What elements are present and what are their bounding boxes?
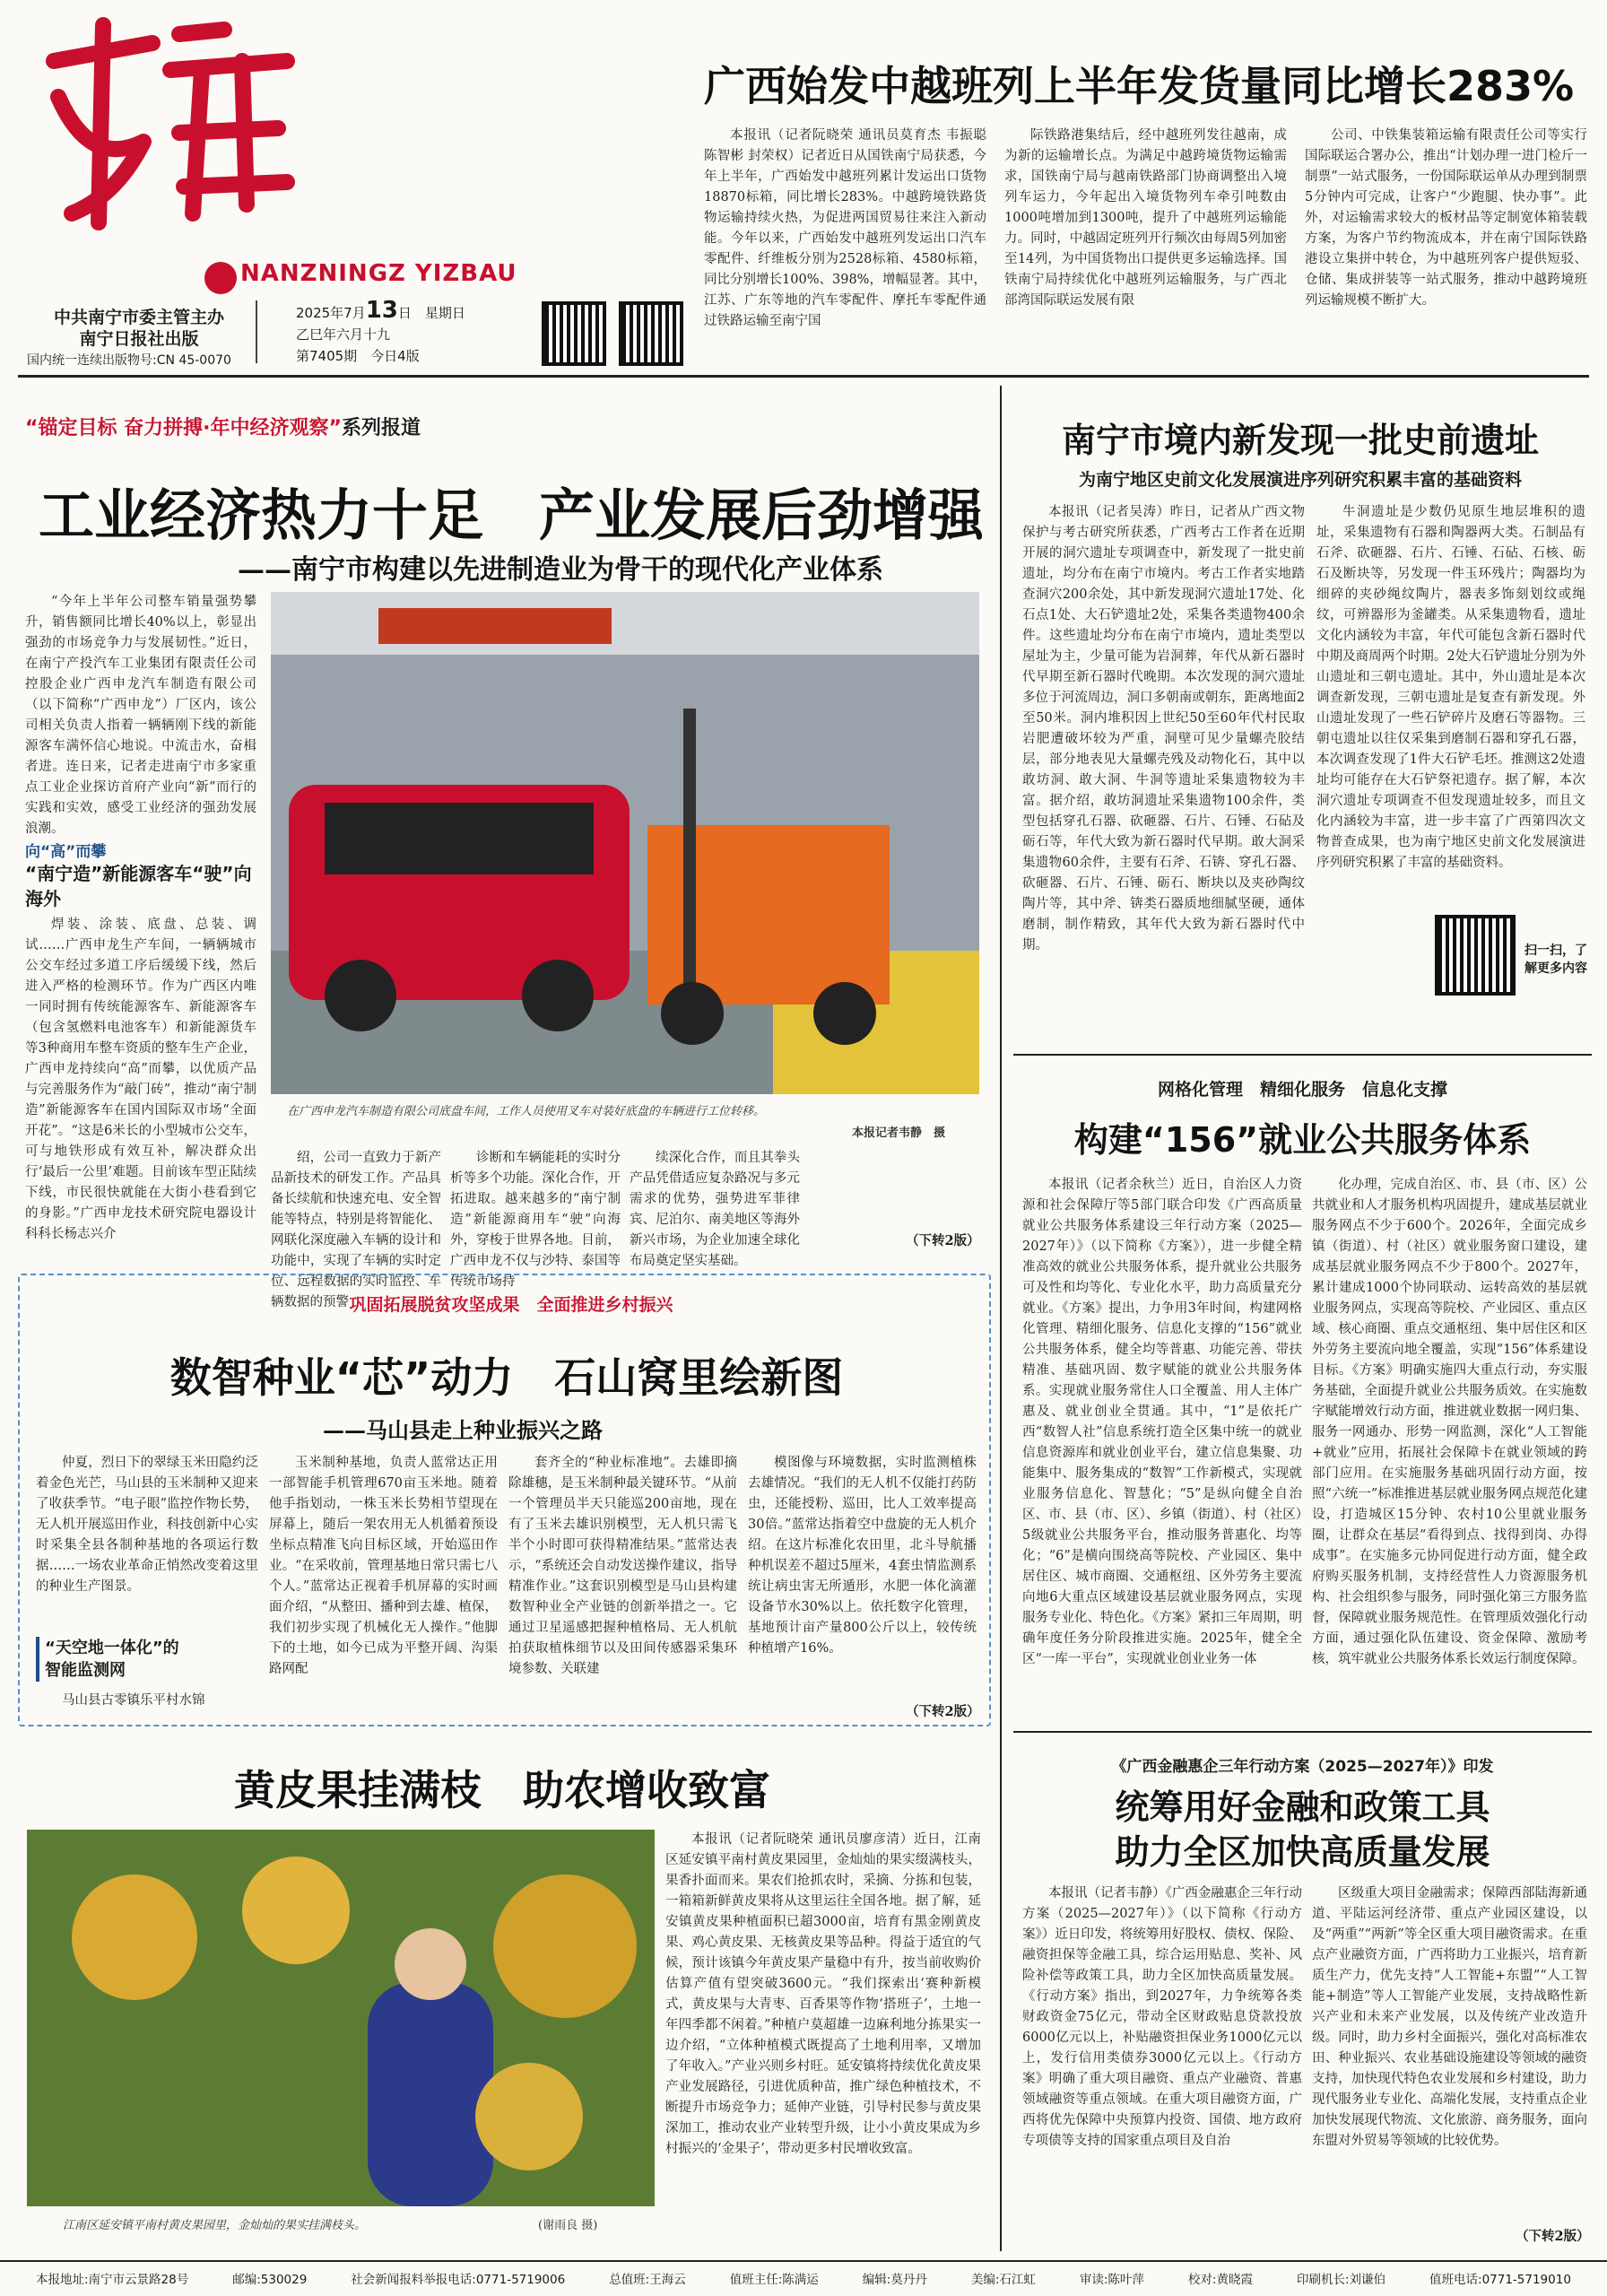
newspaper-logo — [36, 7, 305, 249]
jump-link[interactable]: （下转2版） — [906, 1233, 980, 1248]
series-tag — [25, 413, 421, 440]
section-title: “天空地一体化”的 — [45, 1639, 179, 1657]
rural-subheadline: ——马山县走上种业振兴之路 — [323, 1417, 603, 1443]
page-footer — [0, 2260, 1607, 2296]
series-label: “锚定目标 奋力拼搏·年中经济观察” — [25, 417, 342, 439]
finance-headline[interactable] — [1013, 1785, 1592, 1874]
lead-column: 绍，公司一直致力于新产品新技术的研发工作。产品具备长续航和快速充电、安全智能等特点，特别是将智能化、网联化深度融入车辆的设计和功能中，实现了车辆的实时定位、远程数据的实时监控、车辆数据的预警 — [271, 1151, 441, 1309]
divider — [256, 300, 257, 363]
footer-postcode: 邮编:530029 — [232, 2273, 308, 2287]
photo-caption: 江南区延安镇平南村黄皮果园里，金灿灿的果实挂满枝头。 — [63, 2219, 367, 2232]
footer-proof: 校对:黄晓霞 — [1187, 2273, 1253, 2287]
publisher-info — [27, 307, 251, 371]
jobs-headline[interactable]: 构建“156”就业公共服务体系 — [1073, 1120, 1532, 1160]
footer-editor: 编辑:莫丹丹 — [862, 2273, 927, 2287]
publication-number: 国内统一连续出版物号:CN 45-0070 — [27, 353, 231, 368]
lead-column: “今年上半年公司整车销量强势攀升，销售额同比增长40%以上，彰显出强劲的市场竞争力与发展韧性。”近日，在南宁产投汽车工业集团有限责任公司控股企业广西申龙汽车制造有限公司（以下简称“广西申龙”）厂区内，该公司相关负责人指着一辆辆刚下线的新能源客车满怀信心地说。中流击水，奋楫者进。连日来，记者走进南宁市多家重点工业企业探访首府产业向“新”而行的实践和实效，感受工业经济的强劲发展浪潮。 — [25, 595, 256, 836]
logo-mark-icon — [204, 262, 237, 294]
lead-column: 焊装、涂装、底盘、总装、调试……广西申龙生产车间，一辆辆城市公交车经过多道工序后缓缓下线，然后进入严格的检测环节。作为广西区内唯一同时拥有传统能源客车、新能源客车（包含氢燃料电池客车）和新能源货车等3种商用车整车资质的整车生产企业，广西申龙持续向“高”而攀，以优质产品与完善服务作为“敲门砖”，推动“南宁制造”新能源客车在国内国际双市场“全面开花”。“这是6米长的小型城市公交车，可与地铁形成有效互补，解决群众出行‘最后一公里’难题。目前该车型正陆续下线，市民很快就能在大街小巷看到它的身影。”广西申龙技术研究院电器设计科科长杨志兴介 — [25, 918, 256, 1241]
lead-column: 续深化合作，而且其拳头产品凭借适应复杂路况与多元需求的优势，强势进军菲律宾、尼泊尔、南美地区等海外新兴市场，为企业加速全球化布局奠定坚实基础。 — [630, 1151, 800, 1268]
sites-column: 牛洞遗址是少数仍见原生地层堆积的遗址，采集遗物有石器和陶器两大类。石制品有石斧、砍砸器、石片、石锤、石砧、石核、砺石及断块等，另发现一件玉环残片；陶器均为细碎的夹砂绳纹陶片，器表多饰刻划纹或绳纹，可辨器形为釜罐类。从采集遗物看，遗址文化内涵较为丰富，年代可能包含新石器时代中期及商周两个时期。2处大石铲遗址分别为外山遗址和三朝屯遗址。其中，外山遗址是本次调查新发现，三朝屯遗址是复查有新发现。外山遗址发现了一些石铲碎片及磨石等器物。三朝屯遗址以往仅采集到磨制石器和穿孔石器，本次调查发现了1件大石铲毛坯。推测这2处遗址均可能存在大石铲祭祀遗存。据了解，本次洞穴遗址专项调查不但发现遗址较多，而且文化内涵较为丰富，进一步丰富了广西第四次文物普查成果，也为南宁地区史前文化发展演进序列研究积累了丰富的基础资料。 — [1316, 505, 1585, 870]
finance-kicker: 《广西金融惠企三年行动方案（2025—2027年）》印发 — [1111, 1758, 1494, 1776]
rural-column: 模图像与环境数据，实时监测植株去雄情况。“我们的无人机不仅能打药防虫，还能授粉、巡田，比人工效率提高30倍。”蓝常达指着空中盘旋的无人机介绍。在这片标准化农田里，北斗导航播种机误差不超过5厘米，4套虫情监测系统让病虫害无所遁形，水肥一体化滴灌设备节水30%以上。依托数字化管理，基地预计亩产量800公斤以上，较传统种植增产16%。 — [748, 1456, 977, 1656]
jobs-column: 本报讯（记者余秋兰）近日，自治区人力资源和社会保障厅等5部门联合印发《广西高质量就业公共服务体系建设三年行动方案（2025—2027年）》（以下简称《方案》），进一步健全精准高效的就业公共服务体系，提升就业公共服务可及性和均等化、专业化水平，助力高质量充分就业。《方案》提出，力争用3年时间，构建网格化管理、精细化服务、信息化支撑的“156”就业公共服务体系，健全均等普惠、功能完善、带扶精准、基础巩固、数字赋能的就业公共服务体系。实现就业服务常住人口全覆盖、用人主体广惠及、就业创业全贯通。其中，“1”是依托广西“数智人社”信息系统打造全区集中统一的就业信息资源库和就业创业平台，建立信息集聚、功能集中、服务集成的“数智”工作新模式，实现就业服务信息化、智慧化；“5”是纵向健全自治区、市、县（市、区）、乡镇（街道）、村（社区）5级就业公共服务平台，推动服务普惠化、均等化；“6”是横向围绕高等院校、产业园区、集中居住区、城市商圈、交通枢纽、区外劳务主要流向地6大重点区域建设基层就业服务网点，实现服务专业化、特色化。《方案》紧扣三年周期，明确年度任务分阶段推进实施。2025年，健全全区“一库一平台”，实现就业创业业务一体 — [1022, 1178, 1302, 1666]
rural-column: 马山县古零镇乐平村水锦 — [62, 1693, 205, 1708]
qr-code-icon[interactable] — [1435, 915, 1516, 996]
finance-column: 本报讯（记者韦静）《广西金融惠企三年行动方案（2025—2027年）》（以下简称《行动方案》）近日印发，将统筹用好股权、债权、保险、融资担保等金融工具，综合运用贴息、奖补、风险补偿等政策工具，助力全区加快高质量发展。《行动方案》指出，到2027年，力争统筹各类财政资金75亿元，带动全区财政贴息贷款投放6000亿元以上，补贴融资担保业务1000亿元以上，发行信用类债券3000亿元以上。《行动方案》明确了重大项目融资、重点产业融资、普惠领域融资等重点领域。在重大项目融资方面，广西将优先保障中央预算内投资、国债、地方政府专项债等支持的国家重点项目及自治 — [1022, 1886, 1302, 2148]
date-day: 13 — [365, 297, 398, 324]
divider — [1000, 386, 1002, 2251]
topline-column: 公司、中铁集装箱运输有限责任公司等实行国际联运合署办公，推出“计划办理一进门检斤一制票”一站式服务，一份国际联运单从办理到制票5分钟内可完成，让客户“少跑腿、快办事”。此外，对运输需求较大的板材品等定制宽体箱装载方案，为客户节约物流成本，并在南宁国际铁路港设立集拼中转仓，为中越班列客户提供短驳、仓储、集成拼装等一站式服务，推动中越跨境班列运输规模不断扩大。 — [1305, 128, 1587, 308]
rural-banner: 巩固拓展脱贫攻坚成果 全面推进乡村振兴 — [349, 1295, 673, 1315]
rural-column: 玉米制种基地，负责人蓝常达正用一部智能手机管理670亩玉米地。随着他手指划动，一株玉米长势相节望现在屏幕上，随后一架农用无人机循着预设坐标点精准飞向目标区域，开始巡田作业。“在采收前，管理基地日常只需七八个人。”蓝常达正视着手机屏幕的实时画面介绍，“从整田、播种到去雄、植保，我们初步实现了机械化无人操作。”他脚下的土地，如今已成为平整开阔、沟渠路网配 — [269, 1456, 498, 1676]
top-headline[interactable]: 广西始发中越班列上半年发货量同比增长283% — [704, 62, 1575, 110]
issue-number: 第7405期 今日4版 — [296, 348, 420, 364]
jobs-column: 化办理，完成自治区、市、县（市、区）公共就业和人才服务机构巩固提升，建成基层就业服务网点不少于600个。2026年，全面完成乡镇（街道）、村（社区）就业服务窗口建设，建成基层就业服务网点不少于800个。2027年，累计建成1000个协同联动、运转高效的基层就业服务网点，实现高等院校、产业园区、重点区域、核心商圈、重点交通枢纽、集中居住区和区外劳务主要流向地全覆盖，实现“156”体系建设目标。《方案》明确实施四大重点行动，夯实服务基础，全面提升就业公共服务质效。在实施数字赋能增效行动方面，推进就业数据一网归集、服务一网通办、形势一网监测，深化“人工智能+就业”应用，拓展社会保障卡在就业领域的跨部门应用。在实施服务基础巩固行动方面，按照“六统一”标准推进基层就业服务网点规范化建设，打造城区15分钟、农村10公里就业服务圈，让群众在基层“看得到点、找得到岗、办得成事”。在实施多元协同促进行动方面，健全政府购买服务机制，支持经营性人力资源服务机构、社会组织参与服务，同时强化第三方服务监督，保障就业服务规范性。在管理质效强化行动方面，通过强化队伍建设、资金保障、激励考核，筑牢就业公共服务体系长效运行制度保障。 — [1312, 1178, 1587, 1666]
finance-headline-line: 统筹用好金融和政策工具 — [1115, 1787, 1490, 1827]
qr-code-icon[interactable] — [619, 301, 683, 366]
bus-factory-illustration — [271, 592, 979, 1094]
issue-date — [296, 297, 465, 367]
divider — [1013, 1054, 1592, 1056]
fruit-photo — [27, 1830, 655, 2206]
finance-column: 区级重大项目金融需求；保障西部陆海新通道、平陆运河经济带、重点产业园区建设，以及“两重”“两新”等全区重大项目融资需求。在重点产业融资方面，广西将助力工业振兴，培育新质生产力，优先支持“人工智能+东盟”“人工智能+制造”等人工智能产业发展，支持战略性新兴产业和未来产业发展，以及传统产业改造升级。同时，助力乡村全面振兴，强化对高标准农田、种业振兴、农业基础设施建设等领域的融资支持，加快现代特色农业发展和乡村建设，助力现代服务业专业化、高端化发展，支持重点企业加快发展现代物流、文化旅游、商务服务，面向东盟对外贸易等领域的比较优势。 — [1312, 1886, 1587, 2148]
fruit-column: 本报讯（记者阮晓荣 通讯员廖彦清）近日，江南区延安镇平南村黄皮果园里，金灿灿的果实缀满枝头，果香扑面而来。果农们抢抓农时，采摘、分拣和包装，一箱箱新鲜黄皮果将从这里运往全国各地。据了解，延安镇黄皮果种植面积已超3000亩，培育有黑金刚黄皮果、鸡心黄皮果、无核黄皮果等品种。得益于适宜的气候，预计该镇今年黄皮果产量稳中有升，按当前收购价估算产值有望突破3600元。“我们探索出‘赛种新模式，黄皮果与大青枣、百香果等作物‘搭班子’，土地一年四季都不闲着。”种植户莫超雄一边麻利地分拣果实一边介绍，“立体种植模式既提高了土地利用率，又增加了年收入。”产业兴则乡村旺。延安镇将持续优化黄皮果产业发展路径，引进优质种苗，推广绿色种植技术，不断提升市场竞争力；延伸产业链，引导村民参与黄皮果深加工，推动农业产业转型升级，让小小黄皮果成为乡村振兴的‘金果子’，带动更多村民增收致富。 — [665, 1832, 981, 2156]
sites-subheadline: 为南宁地区史前文化发展演进序列研究积累丰富的基础资料 — [1078, 470, 1522, 490]
sites-headline[interactable]: 南宁市境内新发现一批史前遗址 — [1061, 420, 1539, 460]
qr-code-icon[interactable] — [542, 301, 606, 366]
jump-link[interactable]: （下转2版） — [1516, 2229, 1590, 2244]
footer-chief: 总值班:王海云 — [609, 2273, 686, 2287]
date-suffix: 日 星期日 — [397, 305, 465, 321]
photo-credit: 本报记者韦静 摄 — [852, 1126, 946, 1140]
rural-headline[interactable]: 数智种业“芯”动力 石山窝里绘新图 — [169, 1353, 844, 1402]
sites-column: 本报讯（记者吴涛）昨日，记者从广西文物保护与考古研究所获悉，广西考古工作者在近期开展的洞穴遗址专项调查中，新发现了一批史前遗址，均分布在南宁市境内。考古工作者实地踏查洞穴200余处，其中新发现洞穴遗址17处、化石点1处、大石铲遗址2处，采集各类遗物400余件。这些遗址均分布在南宁市境内，遗址类型以屋址为主，少量可能为岩洞葬，年代从新石器时代早期至新石器时代晚期。本次发现的洞穴遗址多位于河流周边，洞口多朝南或朝东，距离地面2至50米。洞内堆积因上世纪50至60年代村民取岩肥遭破坏较为严重，洞壁可见少量螺壳胶结层，部分地表见大量螺壳残及动物化石，其中以敢坊洞、敢大洞、牛洞等遗址采集遗物较为丰富。据介绍，敢坊洞遗址采集遗物100余件，类型包括穿孔石器、砍砸器、石片、石锤、石砧及砺石等，年代大致为新石器时代早期。敢大洞采集遗物60余件，主要有石斧、石锛、穿孔石器、砍砸器、石片、石锤、砺石、断块以及夹砂陶纹陶片等，其中斧、锛类石器质地细腻坚硬，通体磨制，制作精致，其年代大致为新石器时代中期。 — [1022, 505, 1305, 952]
footer-art: 美编:石江虹 — [970, 2273, 1036, 2287]
lead-subheadline: ——南宁市构建以先进制造业为骨干的现代化产业体系 — [238, 554, 883, 586]
divider — [1013, 1731, 1592, 1733]
publisher-line: 中共南宁市委主管主办 — [53, 308, 224, 327]
scan-hint: 扫一扫，了解更多内容 — [1524, 944, 1587, 976]
topline-column: 本报讯（记者阮晓荣 通讯员莫育杰 韦振聪 陈智彬 封荣权）记者近日从国铁南宁局获悉，今年上半年，广西始发中越班列累计发运出口货物18870标箱，同比增长283%。中越跨境铁路货物运输持续火热，为促进两国贸易往来注入新动能。今年以来，广西始发中越班列发运出口汽车零配件、纤维板分别为2528标箱、4580标箱，同比分别增长100%、398%，增幅显著。其中，江苏、广东等地的汽车零配件、摩托车零配件通过铁路运输至南宁国 — [704, 128, 986, 328]
masthead-pinyin: NANZNINGZ YIZBAU — [240, 260, 517, 287]
footer-hotline: 社会新闻报料举报电话:0771-5719006 — [351, 2273, 566, 2287]
lead-column: 诊断和车辆能耗的实时分析等多个功能。深化合作，开拓进取。越来越多的“南宁制造”新能源商用车“驶”向海外，穿梭于世界各地。目前，广西申龙不仅与沙特、泰国等传统市场持 — [450, 1151, 621, 1289]
finance-headline-line: 助力全区加快高质量发展 — [1115, 1832, 1490, 1872]
date-prefix: 2025年7月 — [296, 305, 366, 321]
fruit-headline[interactable]: 黄皮果挂满枝 助农增收致富 — [234, 1766, 770, 1814]
lead-headline[interactable]: 工业经济热力十足 产业发展后劲增强 — [38, 483, 984, 548]
section-title: “南宁造”新能源客车“驶”向海外 — [25, 863, 252, 909]
footer-duty: 值班主任:陈满运 — [729, 2273, 819, 2287]
photo-credit: (谢雨良 摄) — [538, 2219, 598, 2232]
fruit-orchard-illustration — [27, 1830, 655, 2206]
photo-caption: 在广西申龙汽车制造有限公司底盘车间，工作人员使用叉车对装好底盘的车辆进行工位转移。 — [287, 1105, 766, 1118]
lead-section-head — [25, 839, 256, 911]
rural-column: 仲夏，烈日下的翠绿玉米田隐约泛着金色光芒，马山县的玉米制种又迎来了收获季节。“电子眼”监控作物长势，无人机开展巡田作业，科技创新中心实时采集全县各制种基地的各项运行数据……一场农业革命正悄然改变着这里的种业生产图景。 — [36, 1456, 258, 1594]
footer-address: 本报地址:南宁市云景路28号 — [36, 2273, 189, 2287]
lunar-date: 乙巳年六月十九 — [296, 326, 391, 343]
publisher-line: 南宁日报社出版 — [79, 329, 199, 349]
bus-factory-photo — [271, 592, 979, 1094]
rural-column: 套齐全的“种业标准地”。去雄即摘除雄穗，是玉米制种最关键环节。“从前一个管理员半天只能巡200亩地，现在有了玉米去雄识别模型，无人机只需飞半个小时即可获得精准结果。”蓝常达表示，“系统还会自动发送操作建议，指导精准作业。”这套识别模型是马山县构建数智种业全产业链的创新举措之一。它通过卫星遥感把握种植格局、无人机航拍获取植株细节以及田间传感器采集环境参数、关联建 — [508, 1456, 737, 1676]
divider — [18, 375, 1589, 378]
rural-section-head — [36, 1637, 258, 1682]
footer-dutyphone: 值班电话:0771-5719010 — [1429, 2273, 1571, 2287]
section-title: 智能监测网 — [45, 1661, 126, 1680]
footer-factory: 印刷机长:刘谦伯 — [1296, 2273, 1386, 2287]
series-suffix: 系列报道 — [341, 417, 421, 439]
jump-link[interactable]: （下转2版） — [906, 1704, 980, 1719]
topline-column: 际铁路港集结后，经中越班列发往越南，成为新的运输增长点。为满足中越跨境货物运输需求，国铁南宁局与越南铁路部门协商调整出入境列车运力，今年起出入境货物列车牵引吨数由1000吨增加到1300吨，提升了中越班列运输能力。同时，中越固定班列开行频次由每周5列加密至14列，为中国货物出口提供更多运输选择。国铁南宁局持续优化中越班列运输服务，与广西北部湾国际联运发展有限 — [1004, 128, 1287, 308]
section-kicker: 向“高”而攀 — [25, 843, 107, 861]
footer-review: 审读:陈叶萍 — [1079, 2273, 1144, 2287]
jobs-kicker: 网格化管理 精细化服务 信息化支撑 — [1157, 1080, 1447, 1100]
